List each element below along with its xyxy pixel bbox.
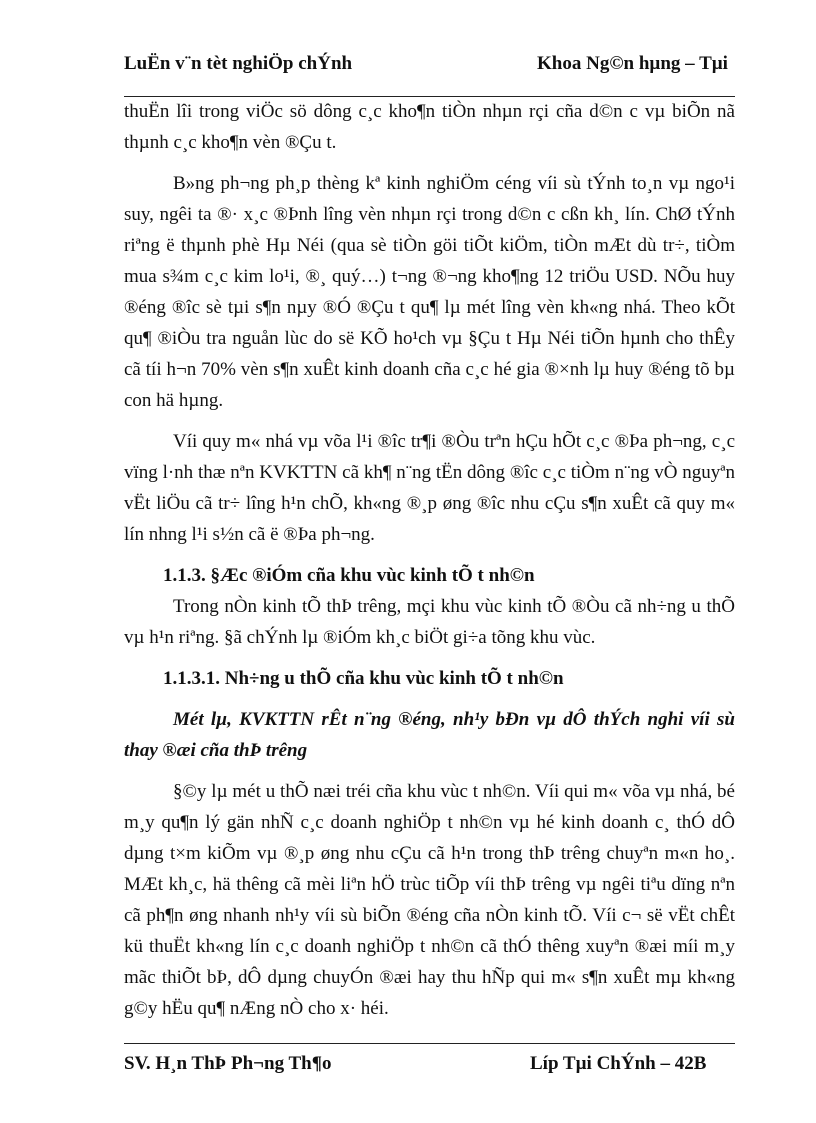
footer-right: Líp Tµi ChÝnh – 42B [530, 1053, 707, 1074]
paragraph-statistics: B»ng ph¬ng ph¸p thèng kª kinh nghiÖm céng víi sù tÝnh to¸n vµ ngo¹i suy, ngêi ta ®· x¸c ®Þnh lîng vèn nhµn rçi trong d©n c cßn kh¸ lín. ChØ tÝnh riªng ë thµnh phè Hµ Néi (qua sè tiÒn göi tiÕt kiÖm, tiÒn mÆt dù tr÷, tiÒm mua s¾m c¸c kim lo¹i, ®¸ quý…) t¬ng ®¬ng kho¶ng 12 triÖu USD. NÕu huy ®éng ®îc sè tµi s¶n nµy ®Ó ®Çu t qu¶ lµ mét lîng vèn kh«ng nhá. Theo kÕt qu¶ ®iÒu tra nguån lùc do së KÕ ho¹ch vµ §Çu t Hµ Néi tiÕn hµnh cho thÊy cã tíi h¬n 70% vèn s¶n xuÊt kinh doanh cña c¸c hé gia ®×nh lµ huy ®éng tõ bµ con hä hµng. [124, 173, 735, 411]
paragraph-scale: Víi quy m« nhá vµ võa l¹i ®îc tr¶i ®Òu trªn hÇu hÕt c¸c ®Þa ph¬ng, c¸c vïng l·nh thæ nªn KVKTTN cã kh¶ n¨ng tËn dông ®îc c¸c tiÒm n¨ng vÒ nguyªn vËt liÖu cã tr÷ lîng h¹n chÕ, kh«ng ®¸p øng ®îc nhu cÇu s¶n xuÊt cã quy m« lín nhng l¹i s½n cã ë ®Þa ph¬ng. [124, 431, 735, 545]
footer-divider [124, 1043, 735, 1044]
header-right: Khoa Ng©n hµng – Tµi [537, 53, 728, 74]
section-heading: 1.1.3. §Æc ®iÓm cña khu vùc kinh tÕ t nh©n [163, 565, 535, 586]
paragraph-intro: Trong nÒn kinh tÕ thÞ trêng, mçi khu vùc kinh tÕ ®Òu cã nh÷ng u thÕ vµ h¹n riªng. §ã chÝnh lµ ®iÓm kh¸c biÖt gi÷a tõng khu vùc. [124, 596, 735, 648]
footer-left: SV. H¸n ThÞ Ph¬ng Th¶o [124, 1053, 332, 1074]
document-body [124, 96, 735, 1024]
paragraph-continued: thuËn lîi trong viÖc sö dông c¸c kho¶n tiÒn nhµn rçi cña d©n c vµ biÕn nã thµnh c¸c kho¶n vèn ®Çu t. [124, 101, 735, 153]
paragraph-advantage: §©y lµ mét u thÕ næi tréi cña khu vùc t nh©n. Víi qui m« võa vµ nhá, bé m¸y qu¶n lý gän nhÑ c¸c doanh nghiÖp t nh©n vµ hé kinh doanh c¸ thÓ dÔ dµng t×m kiÕm vµ ®¸p øng nhu cÇu cã h¹n trong thÞ trêng chuyªn m«n ho¸. MÆt kh¸c, hä thêng cã mèi liªn hÖ trùc tiÕp víi thÞ trêng vµ ngêi tiªu dïng nªn cã ph¶n øng nhanh nh¹y víi sù biÕn ®éng cña nÒn kinh tÕ. Víi c¬ së vËt chÊt kü thuËt kh«ng lín c¸c doanh nghiÖp t nh©n cã thÓ thêng xuyªn ®æi míi m¸y mãc thiÕt bÞ, dÔ dµng chuyÓn ®æi hay thu hÑp qui m« s¶n xuÊt mµ kh«ng g©y hËu qu¶ nÆng nÒ cho x· héi. [124, 781, 735, 1019]
point-heading: Mét lµ, KVKTTN rÊt n¨ng ®éng, nh¹y bÐn vµ dÔ thÝch nghi víi sù thay ®æi cña thÞ trêng [124, 709, 735, 761]
subsection-heading: 1.1.3.1. Nh÷ng u thÕ cña khu vùc kinh tÕ t nh©n [163, 668, 564, 689]
header-left: LuËn v¨n tèt nghiÖp chÝnh [124, 53, 353, 74]
